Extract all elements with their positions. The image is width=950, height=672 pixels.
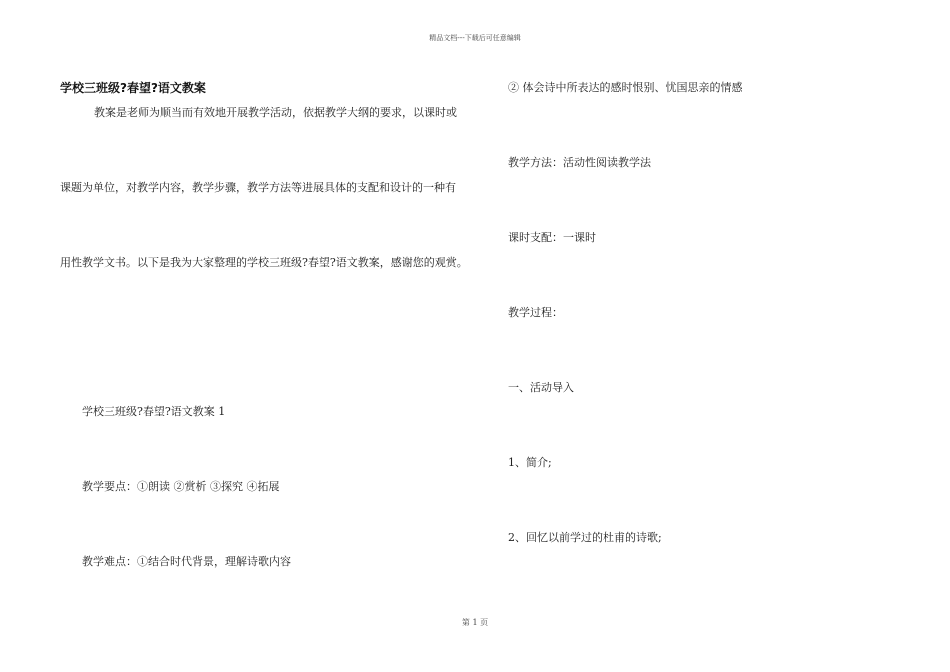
objective-item-2: ② 体会诗中所表达的感时恨别、忧国思亲的情感 [508,81,743,94]
difficulty: 教学难点：①结合时代背景，理解诗歌内容 [82,555,291,568]
lesson-subtitle: 学校三班级?春望?语文教案 1 [82,405,226,418]
intro-line-3: 用性教学文书。以下是我为大家整理的学校三班级?春望?语文教案，感谢您的观赏。 [60,256,468,269]
key-points: 教学要点：①朗读 ②赏析 ③探究 ④拓展 [82,480,280,493]
teaching-method: 教学方法：活动性阅读教学法 [508,156,651,169]
class-periods: 课时支配：一课时 [508,231,596,244]
document-title: 学校三班级?春望?语文教案 [60,81,206,95]
step-1: 1、简介; [508,456,552,469]
teaching-process-heading: 教学过程： [508,306,563,319]
intro-line-2: 课题为单位，对教学内容，教学步骤，教学方法等进展具体的支配和设计的一种有 [60,181,456,194]
step-2: 2、回忆以前学过的杜甫的诗歌; [508,531,662,544]
page-header: 精品文档---下载后可任意编辑 [429,34,521,42]
page-number: 第 1 页 [461,618,489,627]
intro-line-1: 教案是老师为顺当而有效地开展教学活动，依据教学大纲的要求，以课时或 [94,106,457,119]
section-activity-intro: 一、活动导入 [508,381,574,394]
